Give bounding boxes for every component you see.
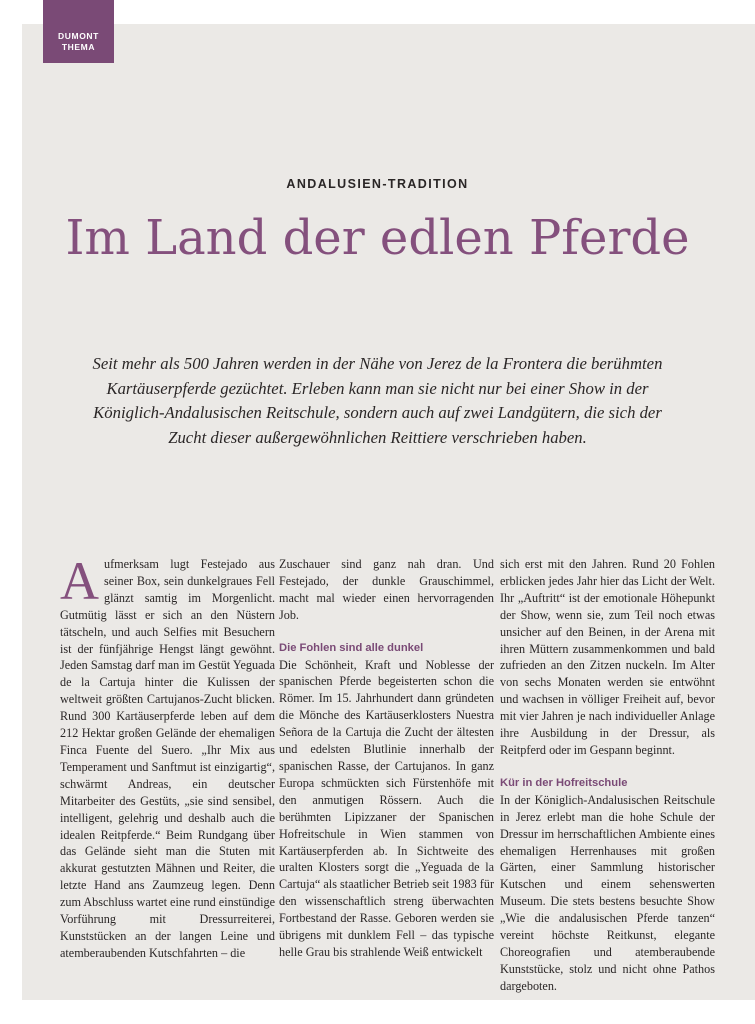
article-paragraph-3: In der Königlich-Andalusischen Reitschule in Jerez erlebt man die hohe Schule der Dressur im herrschaftlichen Ambiente eines ehemaligen Herrenhauses mit großen Gärten, einer Sammlung historischer Kutschen und einem sehenswerten Museum. Die stets bestens besuchte Show „Wie die andalusischen Pferde tanzen“ vereint höchste Reitkunst, elegante Choreografien und atemberaubende Kunststücke, stolz und nicht ohne Pathos dargeboten.: [500, 792, 715, 993]
article-paragraph-2: Die Schönheit, Kraft und Noblesse der spanischen Pferde begeisterten schon die Römer. Im 15. Jahrhundert dann gründeten die Mönche des Kartäuserklosters Nuestra Señora de la Cartuja die Zucht der ältesten und edelsten Blutlinie innerhalb der spanischen Rasse, der Cartujanos. In ganz Europa schmückten sich Fürstenhöfe mit den anmutigen Rössern. Auch die berühmten Lipizzaner der Spanischen Hofreitschule in Wien stammen von Kartäuserpferden ab. In Sichtweite des uralten Klosters sorgt die „Yeguada de la Cartuja“ als staatlicher Betrieb seit 1983 für den wissenschaftlich streng überwachten Fortbestand der Rasse. Geboren werden sie übrigens mit dunklem Fell – das typische helle Grau bis strahlende Weiß entwickelt: [279, 657, 494, 959]
drop-cap: A: [60, 551, 99, 611]
article-column-1: [60, 551, 275, 962]
subheading-1: Die Fohlen sind alle dunkel: [279, 641, 424, 654]
article-paragraph-1-text: ufmerksam lugt Festejado aus seiner Box, sein dunkelgraues Fell glänzt samtig im Morgenlicht. Gutmütig lässt er sich an den Nüstern tätscheln, und auch Selfies mit Besuchern ist der fünfjährige Hengst längt gewöhnt. Jeden Samstag darf man im Gestüt Yeguada de la Cartuja hinter die Kulissen der weltweit größten Cartujanos-Zucht blicken. Rund 300 Kartäuserpferde leben auf dem 212 Hektar großen Gelände der ehemaligen Finca Fuente del Suero. „Ihr Mix aus Temperament und Sanftmut ist einzigartig“, schwärmt Andreas, ein deutscher Mitarbeiter des Gestüts, „sie sind sensibel, intelligent, gelehrig und deshalb auch die idealen Reitpferde.“ Beim Rundgang über das Gelände sieht man die Stuten mit akkurat gestutzten Mähnen und Reiter, die letzte Hand ans Zaumzeug legen. Denn zum Abschluss wartet eine rund einstündige Vorführung mit Dressurreiterei, Kunststücken an der langen Leine und atemberaubenden Kutschfahrten – die: [60, 557, 275, 960]
badge-line-2: THEMA: [61, 41, 96, 52]
lead-paragraph: Seit mehr als 500 Jahren werden in der Nähe von Jerez de la Frontera die berühmten Kartäuserpferde gezüchtet. Erleben kann man sie nicht nur bei einer Show in der Königlich-Andalusischen Reitschule, sondern auch auf zwei Landgütern, die sich der Zucht dieser außergewöhnlichen Reittiere verschrieben haben.: [92, 354, 663, 447]
column-gap: [279, 624, 494, 640]
badge-line-1: DUMONT: [58, 31, 99, 41]
section-badge: [43, 0, 114, 63]
article-continuation: sich erst mit den Jahren. Rund 20 Fohlen erblicken jedes Jahr hier das Licht der Welt. Ihr „Auftritt“ ist der emotionale Höhepunkt der Show, wenn sie, zum Teil noch etwas unsicher auf den Beinen, in der Arena mit ihren Müttern zusammenkommen und bald zufrieden an den Zitzen nuckeln. Im Alter von sechs Monaten werden sie entwöhnt und wachsen in völliger Freiheit auf, bevor mit vier Jahren je nach individueller Anlage ihre Ausbildung in der Dressur, als Reitpferd oder im Gespann beginnt.: [500, 557, 715, 757]
column-gap: [500, 759, 715, 775]
article-column-2: [279, 556, 494, 961]
page-title: Im Land der edlen Pferde: [65, 210, 690, 266]
subheading-2: Kür in der Hofreitschule: [500, 776, 628, 789]
article-continuation: Zuschauer sind ganz nah dran. Und Festejado, der dunkle Grauschimmel, macht mal wieder einen hervorragenden Job.: [279, 557, 494, 622]
article-paragraph-1: [60, 551, 275, 962]
article-column-3: [500, 556, 715, 995]
kicker: ANDALUSIEN-TRADITION: [286, 177, 469, 191]
